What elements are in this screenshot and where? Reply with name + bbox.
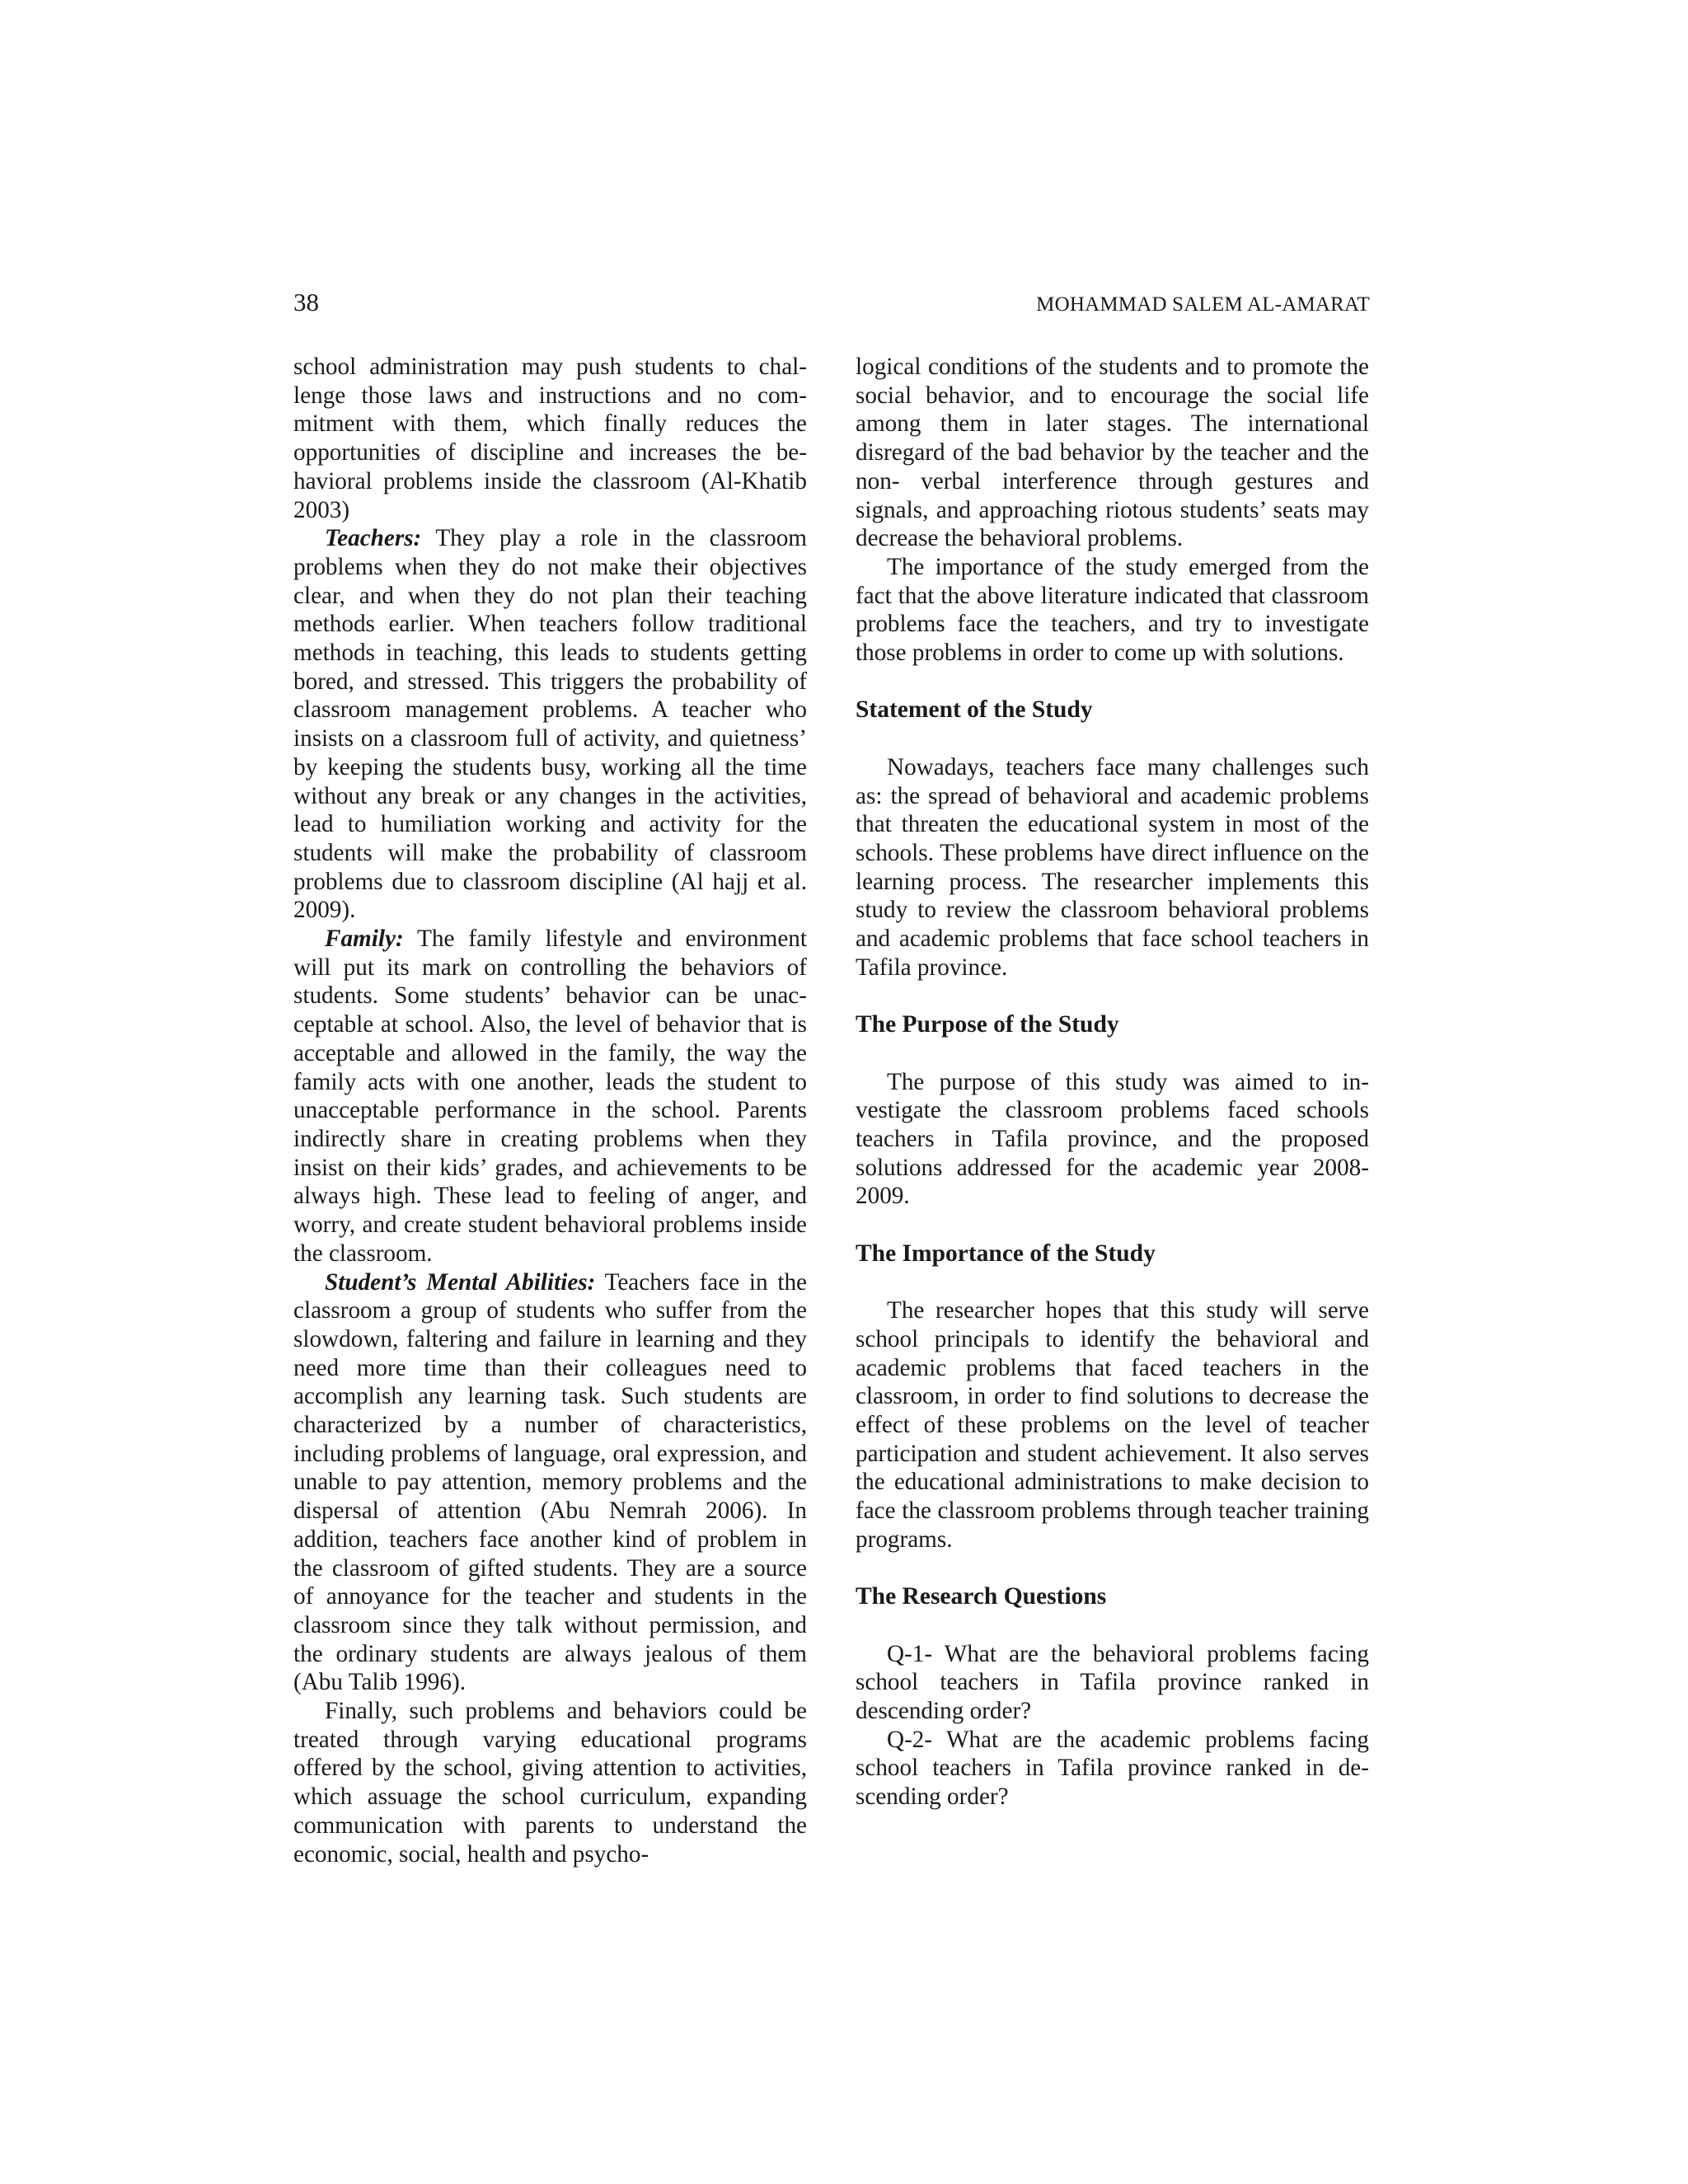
- family-text: The family lifestyle and environment will put its mark on controlling the behaviors of students. Some students’ behavior can be unacceptable at school. Also, the level of behavior that is acceptable and allowed in the family, the way the family acts with one another, leads the student to unacceptable performance in the school. Parents indirectly share in creating problems when they insist on their kids’ grades, and achievements to be always high. These lead to feeling of anger, and worry, and create student behavioral problems inside the classroom.: [293, 926, 807, 1267]
- spacer: [856, 982, 1369, 1010]
- spacer: [856, 724, 1369, 753]
- mental-abilities-text: Teachers face in the classroom a group of students who suffer from the slowdown, faltering and failure in learning and they need more time than their colleagues need to accomplish any learning task. Such students are characterized by a number of characteristics, including problems of language, oral expression, and unable to pay attention, memory problems and the dispersal of attention (Abu Nemrah 2006). In addition, teachers face another kind of problem in the classroom of gifted students. They are a source of annoyance for the teacher and students in the classroom since they talk without permission, and the ordinary students are always jealous of them (Abu Talib 1996).: [293, 1268, 807, 1696]
- spacer: [856, 1211, 1369, 1240]
- paragraph-admin: school administration may push students to challenge those laws and instructions and no commitment with them, which finally reduces the opportunities of discipline and increases the behavioral problems inside the classroom (Al-Khatib 2003): [293, 354, 807, 523]
- paragraph-importance-emerged: The importance of the study emerged from the fact that the above literature indicated that classroom problems face the teachers, and try to investigate those problems in order to come up with solutions.: [856, 553, 1369, 667]
- research-question-2: Q-2- What are the academic problems facing school teachers in Tafila province ranked in descending order?: [856, 1726, 1369, 1811]
- right-column: [856, 353, 1369, 1811]
- paragraph-statement: Nowadays, teachers face many challenges such as: the spread of behavioral and academic problems that threaten the educational system in most of the schools. These problems have direct influence on the learning process. The researcher implements this study to review the classroom behavioral problems and academic problems that face school teachers in Tafila province.: [856, 753, 1369, 981]
- running-head: MOHAMMAD SALEM AL-AMARAT: [1036, 293, 1370, 316]
- teachers-run-in-heading: Teachers:: [325, 525, 422, 552]
- paragraph-finally: Finally, such problems and behaviors could be treated through varying educational programs offered by the school, giving attention to activities, which assuage the school curriculum, expanding communication with parents to understand the economic, social, health and psycho-: [293, 1698, 807, 1868]
- page-number: 38: [293, 288, 319, 316]
- paragraph-teachers: [293, 524, 807, 925]
- teachers-text: They play a role in the classroom problems when they do not make their objectives clear, and when they do not plan their teaching methods earlier. When teachers follow traditional methods in teaching, this leads to students getting bored, and stressed. This triggers the probability of classroom management problems. A teacher who insists on a classroom full of activity, and quietness’ by keeping the students busy, working all the time without any break or any changes in the activities, lead to humiliation working and activity for the students will make the probability of classroom problems due to classroom discipline (Al hajj et al. 2009).: [293, 525, 807, 924]
- paragraph-psychological: logical conditions of the students and to promote the social behavior, and to encourage the social life among them in later stages. The international disregard of the bad behavior by the teacher and the non- verbal interference through gestures and signals, and approaching riotous students’ seats may decrease the behavioral problems.: [856, 354, 1369, 552]
- page-header: [293, 287, 1370, 328]
- spacer: [856, 1611, 1369, 1640]
- left-column: [293, 353, 807, 1868]
- heading-purpose: The Purpose of the Study: [856, 1011, 1119, 1038]
- paragraph-purpose: The purpose of this study was aimed to investigate the classroom problems faced schools teachers in Tafila province, and the proposed solutions addressed for the academic year 2008-2009.: [856, 1068, 1369, 1210]
- family-run-in-heading: Family:: [325, 926, 404, 953]
- heading-importance: The Importance of the Study: [856, 1240, 1156, 1267]
- heading-research-questions: The Research Questions: [856, 1583, 1107, 1610]
- paragraph-family: [293, 925, 807, 1268]
- paragraph-importance: The researcher hopes that this study will serve school principals to identify the behavioral and academic problems that faced teachers in the classroom, in order to find solutions to decrease the effect of these problems on the level of teacher participation and student achievement. It also serves the educational administrations to make decision to face the classroom problems through teacher training programs.: [856, 1297, 1369, 1553]
- spacer: [856, 1039, 1369, 1068]
- paragraph-mental-abilities: [293, 1268, 807, 1698]
- spacer: [856, 668, 1369, 696]
- mental-abilities-run-in-heading: Student’s Mental Abilities:: [325, 1268, 596, 1296]
- heading-statement: Statement of the Study: [856, 696, 1093, 724]
- research-question-1: Q-1- What are the behavioral problems facing school teachers in Tafila province ranked in descending order?: [856, 1640, 1369, 1724]
- spacer: [856, 1554, 1369, 1582]
- spacer: [856, 1268, 1369, 1296]
